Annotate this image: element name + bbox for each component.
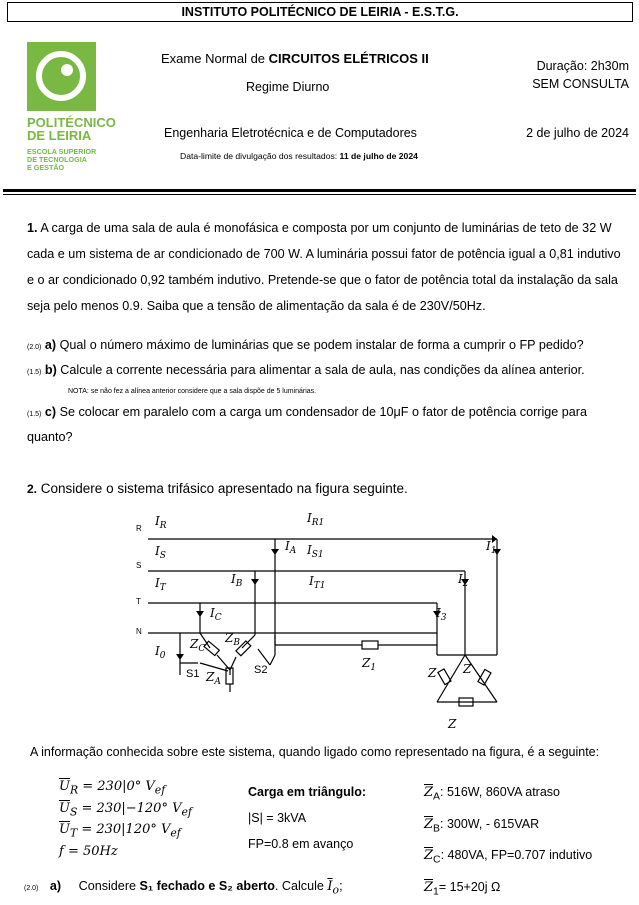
exam-date: 2 de julho de 2024 <box>526 126 629 140</box>
logo-line1: POLITÉCNICO <box>27 116 116 129</box>
load-z1: $\overline{Z}_1= 15+20j$ Ω <box>424 874 592 905</box>
q1-a-text: Qual o número máximo de luminárias que se podem instalar de forma a cumprir o FP pedido? <box>60 338 584 352</box>
current-is: $I_S$ <box>154 544 166 561</box>
current-it: $I_T$ <box>154 576 167 593</box>
impedance-z1: $Z_1$ <box>361 656 376 673</box>
q1-b-text: Calcule a corrente necessária para alimentar a sala de aula, nas condições da alínea anterior. <box>60 363 584 377</box>
current-is1: $I_{S1}$ <box>306 543 324 560</box>
q2-number: 2. <box>27 482 37 496</box>
q1-note: NOTA: se não fez a alínea anterior considere que a sala dispõe de 5 luminárias. <box>68 388 316 395</box>
question-2 <box>27 481 408 496</box>
q1-b-points: (1.5) <box>27 369 41 376</box>
delta-power-factor: FP=0.8 em avanço <box>248 831 366 857</box>
q1-b <box>27 363 585 377</box>
q2-a-switch-condition: S₁ fechado e S₂ aberto <box>140 879 275 893</box>
header-rule-thin <box>3 194 636 195</box>
impedance-za: $Z_A$ <box>205 670 221 687</box>
logo-line2: DE LEIRIA <box>27 129 116 142</box>
logo-school <box>27 148 96 172</box>
exam-title <box>161 51 429 66</box>
voltage-us: $\overline{U}_S = 230|-120^\circ$ $V_{ef}$ <box>59 800 192 822</box>
impedance-delta-right: Z <box>462 662 472 676</box>
q1-line-3: e o ar condicionado 0,92 também indutivo. Pretende-se que o fator de potência total da instalação da sala <box>27 267 639 293</box>
frequency: f = 50Hz <box>59 843 192 861</box>
current-ir: $I_R$ <box>154 514 167 531</box>
regime: Regime Diurno <box>246 80 329 94</box>
q2-a <box>24 879 343 897</box>
current-ib: $I_B$ <box>230 572 243 589</box>
q2-a-end: ; <box>339 879 343 893</box>
three-phase-circuit-diagram <box>0 505 639 735</box>
phase-t-label: T <box>136 597 141 606</box>
q1-c <box>27 405 587 419</box>
impedance-zc: $Z_C$ <box>189 637 205 654</box>
delta-apparent-power: |S| = 3kVA <box>248 805 366 831</box>
load-za: $\overline{Z}_A$: 516W, 860VA atraso <box>424 779 592 811</box>
q2-a-post: . Calcule <box>275 879 328 893</box>
course-name: CIRCUITOS ELÉTRICOS II <box>269 51 429 66</box>
loads-block <box>424 779 592 905</box>
current-ia: $I_A$ <box>284 539 297 556</box>
exam-prefix: Exame Normal de <box>161 51 269 66</box>
voltages-block <box>59 778 192 861</box>
impedance-delta-bottom: Z <box>447 717 457 731</box>
q1-line-1 <box>27 215 639 241</box>
q1-number: 1. <box>27 221 38 235</box>
current-ir1: $I_{R1}$ <box>306 511 324 528</box>
q1-c-points: (1.5) <box>27 411 41 418</box>
current-ic: $I_C$ <box>209 606 222 623</box>
q1-a-label: a) <box>45 338 56 352</box>
consult-rule: SEM CONSULTA <box>532 77 629 91</box>
load-zc: $\overline{Z}_C$: 480VA, FP=0.707 indutivo <box>424 842 592 874</box>
results-date: 11 de julho de 2024 <box>340 151 418 161</box>
q2-a-variable: $\overline{I}_o$ <box>327 879 339 894</box>
phase-s-label: S <box>136 561 141 570</box>
q2-a-pre: Considere <box>79 879 140 893</box>
current-i0: $I_0$ <box>154 644 166 661</box>
switch-s2-label: S2 <box>254 664 267 676</box>
q1-c-text: Se colocar em paralelo com a carga um condensador de 10μF o fator de potência corrige para <box>60 405 587 419</box>
institution-banner: INSTITUTO POLITÉCNICO DE LEIRIA - E.S.T.G. <box>7 2 633 22</box>
q1-text-1: A carga de uma sala de aula é monofásica e composta por um conjunto de luminárias de teto de 32 W <box>40 221 611 235</box>
load-zb: $\overline{Z}_B$: 300W, - 615VAR <box>424 811 592 843</box>
q2-a-points: (2.0) <box>24 885 38 892</box>
q2-text: Considere o sistema trifásico apresentado na figura seguinte. <box>41 481 408 496</box>
voltage-ut: $\overline{U}_T = 230|120^\circ$ $V_{ef}$ <box>59 821 192 843</box>
q1-line-4: seja pelo menos 0.9. Saiba que a tensão de alimentação da sala é de 230V/50Hz. <box>27 293 639 319</box>
question-1 <box>27 215 639 319</box>
current-i3: $I_3$ <box>435 606 447 623</box>
delta-load-block <box>248 779 366 857</box>
q1-a <box>27 338 584 352</box>
q1-a-points: (2.0) <box>27 344 41 351</box>
phase-n-label: N <box>136 627 142 636</box>
header-rule-thick <box>3 189 636 192</box>
results-deadline <box>180 151 418 161</box>
polytechnic-logo <box>27 42 96 111</box>
q1-c-text-2: quanto? <box>27 430 73 444</box>
voltage-ur: $\overline{U}_R = 230|0^\circ$ $V_{ef}$ <box>59 778 192 800</box>
switch-s1-label: S1 <box>186 668 199 680</box>
info-intro: A informação conhecida sobre este sistema, quando ligado como representado na figura, é a seguinte: <box>30 745 599 759</box>
duration: Duração: 2h30m <box>537 59 629 73</box>
current-it1: $I_{T1}$ <box>308 574 325 591</box>
logo-wordmark <box>27 116 116 142</box>
q1-line-2: cada e um sistema de ar condicionado de 700 W. A luminária possui fator de potência igual a 0,81 indutivo <box>27 241 639 267</box>
q2-a-label: a) <box>50 879 61 893</box>
q1-c-label: c) <box>45 405 56 419</box>
logo-sub-1: ESCOLA SUPERIOR <box>27 148 96 156</box>
logo-circle-icon <box>27 42 96 111</box>
phase-r-label: R <box>136 524 142 533</box>
delta-title: Carga em triângulo: <box>248 785 366 799</box>
current-i2: $I_2$ <box>457 572 469 589</box>
current-i1: $I_1$ <box>485 539 496 556</box>
q1-b-label: b) <box>45 363 57 377</box>
logo-sub-3: E GESTÃO <box>27 164 96 172</box>
impedance-delta-left: Z <box>427 666 437 680</box>
results-label: Data-limite de divulgação dos resultados: <box>180 151 340 161</box>
logo-sub-2: DE TECNOLOGIA <box>27 156 96 164</box>
program-name: Engenharia Eletrotécnica e de Computadores <box>164 126 417 140</box>
impedance-zb: $Z_B$ <box>224 631 240 648</box>
